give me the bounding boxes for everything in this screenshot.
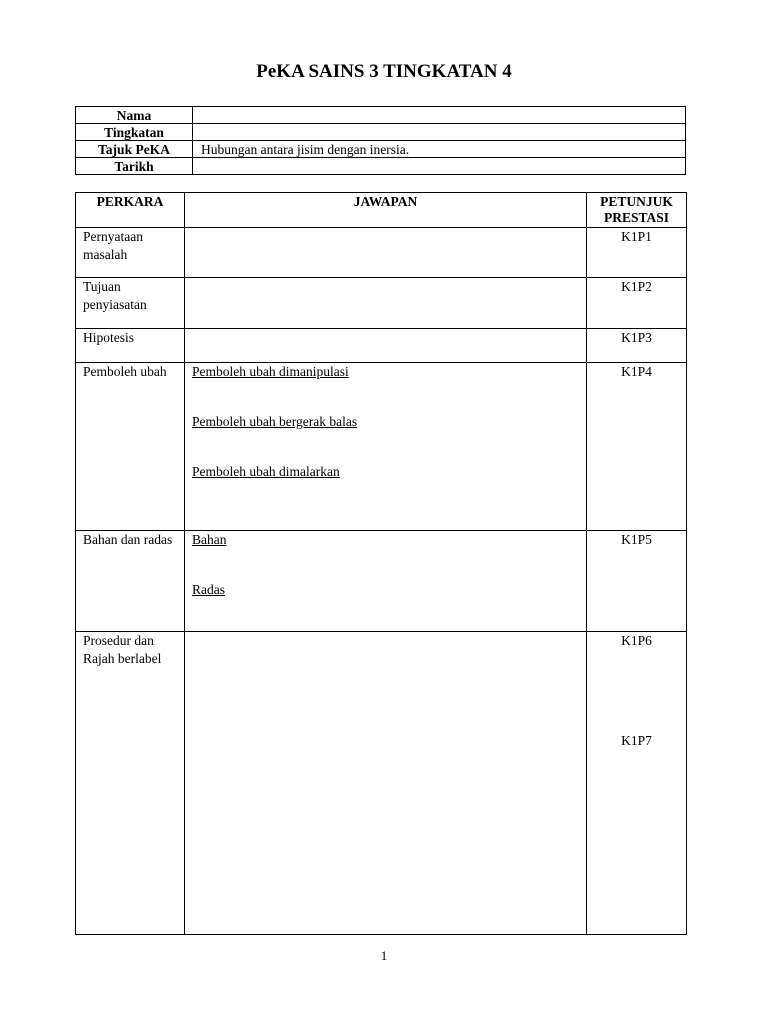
info-label-date: Tarikh <box>76 158 193 175</box>
answer-cell-materials-apparatus[interactable] <box>185 531 587 632</box>
row-label-hypothesis: Hipotesis <box>76 329 185 363</box>
table-row-variables <box>76 363 687 531</box>
responding-variable-label: Pemboleh ubah bergerak balas <box>192 414 358 429</box>
constant-variable-label: Pemboleh ubah dimalarkan <box>192 464 340 479</box>
table-row-investigation-aim <box>76 278 687 329</box>
header-row <box>76 193 687 228</box>
code-k1p6: K1P6 <box>621 633 652 648</box>
answer-cell-problem-statement[interactable] <box>185 228 587 278</box>
code-k1p7: K1P7 <box>621 733 652 748</box>
row-label-variables: Pemboleh ubah <box>76 363 185 531</box>
apparatus-label: Radas <box>192 582 225 597</box>
page-number: 1 <box>380 948 388 963</box>
row-label-materials-apparatus: Bahan dan radas <box>76 531 185 632</box>
answer-cell-procedure-diagram[interactable] <box>185 632 587 935</box>
answer-cell-variables[interactable] <box>185 363 587 531</box>
row-label-problem-statement: Pernyataan masalah <box>76 228 185 278</box>
info-row-topic <box>76 141 686 158</box>
row-label-investigation-aim: Tujuan penyiasatan <box>76 278 185 329</box>
answer-cell-investigation-aim[interactable] <box>185 278 587 329</box>
row-label-procedure-diagram: Prosedur dan Rajah berlabel <box>76 632 185 935</box>
code-k1p4: K1P4 <box>587 363 687 531</box>
table-row-procedure-diagram <box>76 632 687 935</box>
info-value-date[interactable] <box>193 158 686 175</box>
header-petunjuk-prestasi: PETUNJUK PRESTASI <box>587 193 687 228</box>
info-value-name[interactable] <box>193 107 686 124</box>
table-row-problem-statement <box>76 228 687 278</box>
info-label-topic: Tajuk PeKA <box>76 141 193 158</box>
manipulated-variable-label: Pemboleh ubah dimanipulasi <box>192 364 349 379</box>
answer-cell-hypothesis[interactable] <box>185 329 587 363</box>
info-label-form: Tingkatan <box>76 124 193 141</box>
info-label-name: Nama <box>76 107 193 124</box>
peka-main-table <box>75 192 687 935</box>
table-row-hypothesis <box>76 329 687 363</box>
materials-label: Bahan <box>192 532 227 547</box>
info-value-form[interactable] <box>193 124 686 141</box>
code-k1p3: K1P3 <box>587 329 687 363</box>
student-info-table <box>75 106 686 175</box>
header-jawapan: JAWAPAN <box>185 193 587 228</box>
code-k1p5: K1P5 <box>587 531 687 632</box>
info-row-form <box>76 124 686 141</box>
code-k1p1: K1P1 <box>587 228 687 278</box>
code-cell-k1p6-k1p7 <box>587 632 687 935</box>
page-title: PeKA SAINS 3 TINGKATAN 4 <box>256 61 512 82</box>
info-value-topic[interactable]: Hubungan antara jisim dengan inersia. <box>193 141 686 158</box>
header-perkara: PERKARA <box>76 193 185 228</box>
info-row-date <box>76 158 686 175</box>
table-row-materials-apparatus <box>76 531 687 632</box>
info-row-name <box>76 107 686 124</box>
code-k1p2: K1P2 <box>587 278 687 329</box>
